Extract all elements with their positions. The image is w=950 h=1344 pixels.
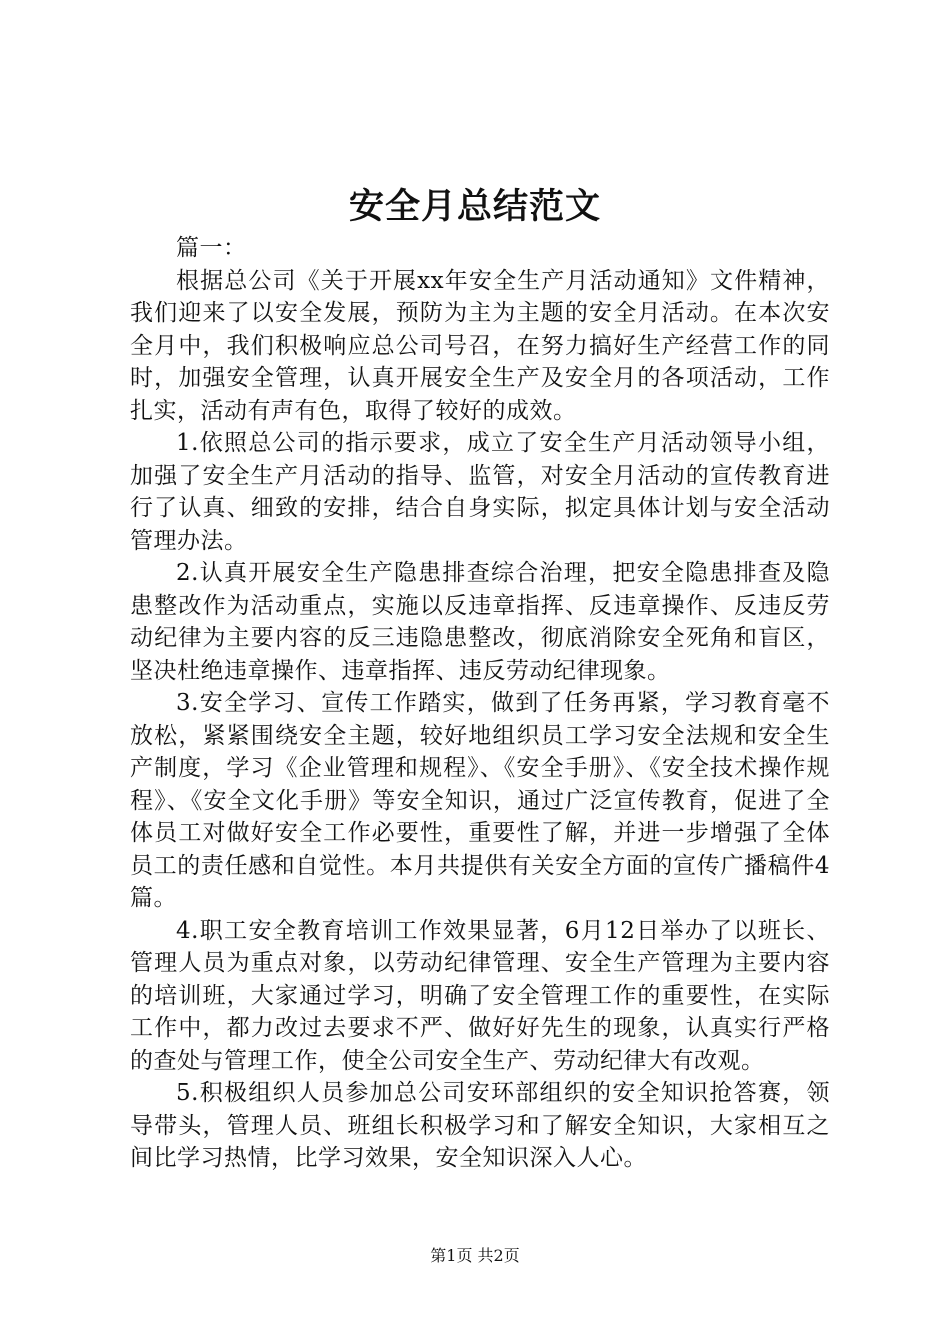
item-paragraph-3: 3.安全学习、宣传工作踏实，做到了任务再紧，学习教育毫不放松，紧紧围绕安全主题，较好地组织员工学习安全法规和安全生产制度，学习《企业管理和规程》、《安全手册》、《安全技术操作规程》、《安全文化手册》等安全知识，通过广泛宣传教育，促进了全体员工对做好安全工作必要性，重要性了解，并进一步增强了全体员工的责任感和自觉性。本月共提供有关安全方面的宣传广播稿件4篇。 (130, 690, 830, 911)
intro-paragraph: 根据总公司《关于开展xx年安全生产月活动通知》文件精神，我们迎来了以安全发展，预防为主为主题的安全月活动。在本次安全月中，我们积极响应总公司号召，在努力搞好生产经营工作的同时，加强安全管理，认真开展安全生产及安全月的各项活动，工作扎实，活动有声有色，取得了较好的成效。 (130, 267, 830, 424)
item-paragraph-5: 5.积极组织人员参加总公司安环部组织的安全知识抢答赛，领导带头，管理人员、班组长积极学习和了解安全知识，大家相互之间比学习热情，比学习效果，安全知识深入人心。 (130, 1080, 830, 1171)
item-paragraph-1: 1.依照总公司的指示要求，成立了安全生产月活动领导小组，加强了安全生产月活动的指导、监管，对安全月活动的宣传教育进行了认真、细致的安排，结合自身实际，拟定具体计划与安全活动管理办法。 (130, 430, 830, 554)
item-paragraph-2: 2.认真开展安全生产隐患排查综合治理，把安全隐患排查及隐患整改作为活动重点，实施以反违章指挥、反违章操作、反违反劳动纪律为主要内容的反三违隐患整改，彻底消除安全死角和盲区，坚决杜绝违章操作、违章指挥、违反劳动纪律现象。 (130, 560, 830, 684)
section-heading: 篇一： (176, 235, 247, 261)
document-title: 安全月总结范文 (348, 186, 601, 227)
page-number-footer: 第1页 共2页 (430, 1246, 520, 1265)
document-body (130, 232, 830, 1175)
item-paragraph-4: 4.职工安全教育培训工作效果显著，6月12日举办了以班长、管理人员为重点对象，以劳动纪律管理、安全生产管理为主要内容的培训班，大家通过学习，明确了安全管理工作的重要性，在实际工作中，都力改过去要求不严、做好好先生的现象，认真实行严格的查处与管理工作，使全公司安全生产、劳动纪律大有改观。 (130, 917, 830, 1074)
